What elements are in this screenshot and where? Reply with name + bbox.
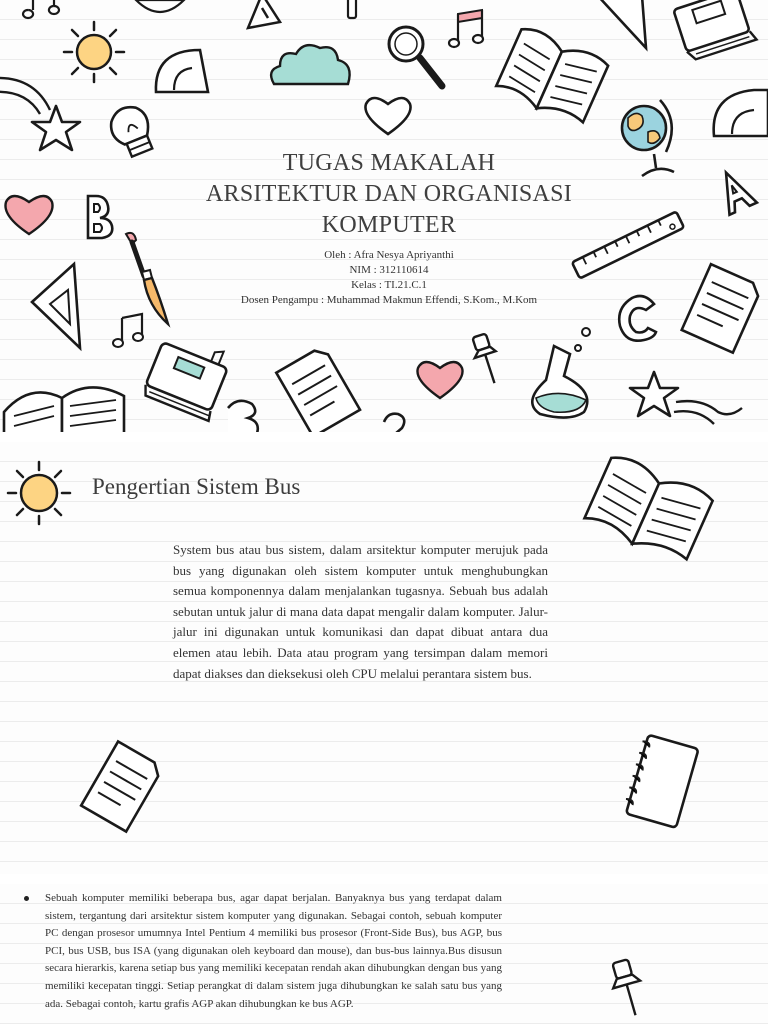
dosen-line: Dosen Pengampu : Muhammad Makmun Effendi, S.Kom., M.Kom [240, 294, 538, 306]
lightbulb-icon [104, 100, 166, 170]
title-line-1: TUGAS MAKALAH [282, 150, 496, 176]
section-paragraph: System bus atau bus sistem, dalam arsitektur komputer merujuk pada bus yang digunakan oleh sistem komputer untuk menghubungkan semua komponennya dalam menjalankan tugasnya. Sebuah bus adalah sebutan untuk jalur di mana data dapat mengalir dalam komputer. Jalur-jalur ini digunakan untuk komunikasi dan dapat dibuat antara dua elemen atau lebih. Data atau program yang tersimpan dalam memori dapat diakses dan dieksekusi oleh CPU melalui perantara sistem bus. [173, 542, 548, 681]
pushpin-icon [606, 958, 652, 1020]
bullet-dot [24, 896, 29, 901]
nim-line: NIM : 312110614 [349, 264, 429, 276]
open-book-icon [588, 448, 714, 560]
letter-b-icon [82, 192, 116, 244]
paper-icon [78, 742, 168, 832]
paper-icon [272, 346, 364, 432]
bullet-text: Sebuah komputer memiliki beberapa bus, agar dapat berjalan. Banyaknya bus yang terdapat dalam sistem, tergantung dari arsitektur sistem komputer yang digunakan. Sebagai contoh, sebuah komputer PC dengan prosesor umumnya Intel Pentium 4 memiliki bus prosesor (Front-Side Bus), bus AGP, bus PCI, bus USB, bus ISA (yang digunakan oleh keyboard dan mouse), dan bus-bus lainnya.Bus disusun secara hierarkis, karena setiap bus yang memiliki kecepatan rendah akan dihubungkan dengan bus yang memiliki kecepatan tinggi. Setiap perangkat di dalam sistem juga dihubungkan ke salah satu bus yang ada. Sebagai contoh, kartu grafis AGP akan dihubungkan ke bus AGP. [45, 892, 502, 1010]
open-book-icon [498, 16, 608, 132]
title-line-3: KOMPUTER [321, 212, 457, 238]
heart-icon [412, 356, 468, 402]
protractor-icon [708, 86, 768, 146]
title-block [184, 148, 594, 308]
magnifier-icon [384, 22, 450, 94]
cloud-icon [266, 40, 356, 90]
number-3-icon [222, 398, 268, 432]
title-line-2: ARSITEKTUR DAN ORGANISASI [205, 181, 573, 207]
notebook-icon [620, 732, 702, 832]
letter-a-icon [244, 0, 288, 34]
protractor-icon [134, 0, 186, 20]
heart-icon [0, 190, 58, 238]
sun-icon [6, 460, 72, 526]
number-2-icon [378, 410, 412, 432]
heart-icon [360, 92, 416, 138]
globe-icon [612, 92, 684, 180]
section-heading: Pengertian Sistem Bus [92, 474, 301, 499]
title-slide [0, 0, 768, 432]
letter-c-icon [614, 292, 660, 346]
pushpin-icon [468, 332, 508, 388]
bullet-item [24, 890, 502, 1013]
star-icon [0, 70, 92, 166]
star-icon [626, 368, 748, 432]
closed-book-icon [672, 0, 756, 60]
paper-icon [680, 262, 762, 354]
open-book-icon [0, 372, 128, 432]
triangle-ruler-icon [28, 262, 86, 352]
author-line: Oleh : Afra Nesya Apriyanthi [324, 249, 454, 261]
music-note-icon [448, 8, 488, 52]
music-note-icon [22, 0, 62, 16]
closed-book-icon [140, 340, 234, 422]
letter-a-icon [712, 166, 760, 214]
kelas-line: Kelas : TI.21.C.1 [351, 279, 427, 291]
pencil-icon [344, 0, 360, 22]
flask-icon [520, 326, 604, 422]
protractor-icon [150, 44, 218, 98]
triangle-ruler-icon [596, 0, 650, 52]
